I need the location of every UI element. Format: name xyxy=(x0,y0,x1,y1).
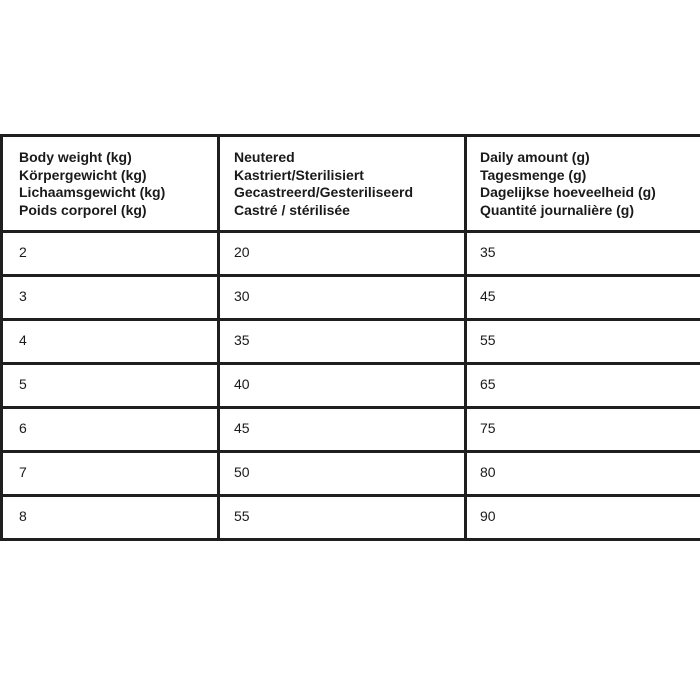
header-line: Gecastreerd/Gesteriliseerd xyxy=(234,184,413,200)
daily-amount-cell xyxy=(466,232,700,276)
cell-value: 6 xyxy=(19,420,27,436)
feeding-table xyxy=(0,134,700,541)
header-line: Daily amount (g) xyxy=(480,149,590,165)
header-line: Castré / stérilisée xyxy=(234,201,350,218)
header-line: Neutered xyxy=(234,149,295,165)
table-row xyxy=(2,320,700,364)
header-cell-daily-amount xyxy=(466,136,700,232)
table-row xyxy=(2,408,700,452)
header-line: Tagesmenge (g) xyxy=(480,166,587,183)
cell-value: 2 xyxy=(19,244,27,260)
cell-value: 8 xyxy=(19,508,27,524)
table-row xyxy=(2,452,700,496)
cell-value: 75 xyxy=(480,420,496,436)
cell-value: 50 xyxy=(234,464,250,480)
cell-value: 55 xyxy=(480,332,496,348)
cell-value: 40 xyxy=(234,376,250,392)
cell-value: 35 xyxy=(480,244,496,260)
daily-amount-cell xyxy=(466,496,700,540)
neutered-cell xyxy=(219,232,466,276)
neutered-cell xyxy=(219,496,466,540)
cell-value: 3 xyxy=(19,288,27,304)
daily-amount-cell xyxy=(466,276,700,320)
daily-amount-cell xyxy=(466,408,700,452)
cell-value: 7 xyxy=(19,464,27,480)
neutered-cell xyxy=(219,276,466,320)
neutered-cell xyxy=(219,452,466,496)
header-line: Poids corporel (kg) xyxy=(19,201,147,218)
table-row xyxy=(2,276,700,320)
header-line: Dagelijkse hoeveelheid (g) xyxy=(480,184,656,200)
cell-value: 5 xyxy=(19,376,27,392)
daily-amount-cell xyxy=(466,320,700,364)
header-line: Body weight (kg) xyxy=(19,149,132,165)
cell-value: 65 xyxy=(480,376,496,392)
body-weight-cell xyxy=(2,232,219,276)
body-weight-cell xyxy=(2,320,219,364)
header-line: Lichaamsgewicht (kg) xyxy=(19,184,166,200)
neutered-cell xyxy=(219,408,466,452)
body-weight-cell xyxy=(2,496,219,540)
neutered-cell xyxy=(219,320,466,364)
header-line: Körpergewicht (kg) xyxy=(19,166,147,183)
table-row xyxy=(2,496,700,540)
cell-value: 80 xyxy=(480,464,496,480)
table-row xyxy=(2,232,700,276)
header-line: Kastriert/Sterilisiert xyxy=(234,166,364,183)
body-weight-cell xyxy=(2,408,219,452)
cell-value: 4 xyxy=(19,332,27,348)
daily-amount-cell xyxy=(466,364,700,408)
cell-value: 45 xyxy=(480,288,496,304)
cell-value: 30 xyxy=(234,288,250,304)
cell-value: 35 xyxy=(234,332,250,348)
cell-value: 90 xyxy=(480,508,496,524)
header-cell-neutered xyxy=(219,136,466,232)
daily-amount-cell xyxy=(466,452,700,496)
cell-value: 45 xyxy=(234,420,250,436)
table-row xyxy=(2,364,700,408)
body-weight-cell xyxy=(2,276,219,320)
neutered-cell xyxy=(219,364,466,408)
header-row xyxy=(2,136,700,232)
body-weight-cell xyxy=(2,452,219,496)
cell-value: 20 xyxy=(234,244,250,260)
header-cell-body-weight xyxy=(2,136,219,232)
body-weight-cell xyxy=(2,364,219,408)
header-line: Quantité journalière (g) xyxy=(480,201,635,218)
cell-value: 55 xyxy=(234,508,250,524)
